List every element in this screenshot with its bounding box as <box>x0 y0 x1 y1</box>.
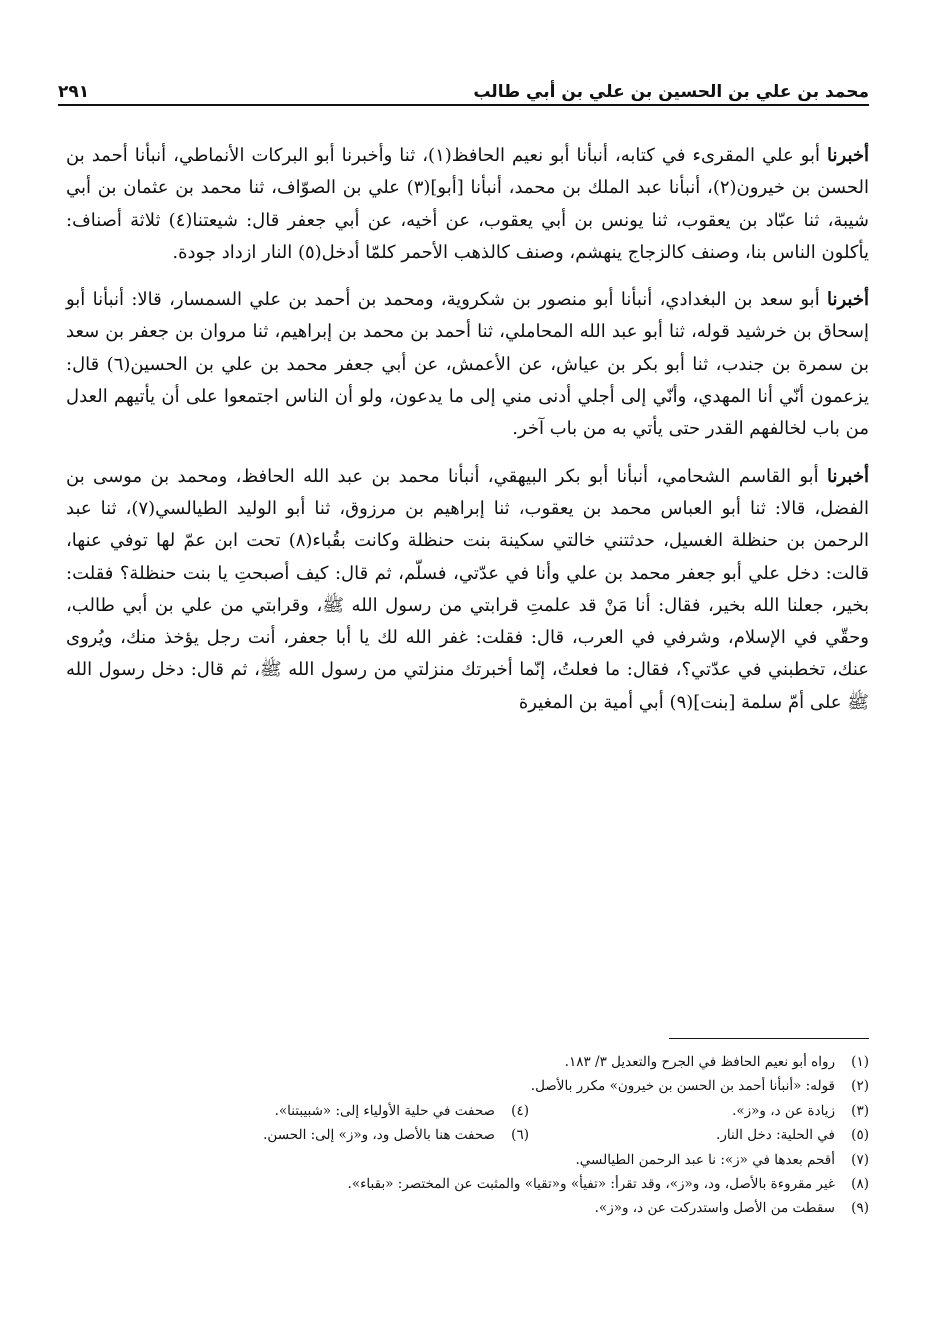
paragraph-3 <box>66 461 869 719</box>
header-title: محمد بن علي بن الحسين بن علي بن أبي طالب <box>473 82 869 102</box>
footnote-9 <box>66 1196 869 1220</box>
paragraph-lead: أخبرنا <box>827 145 870 166</box>
footnote-row <box>66 1123 869 1147</box>
footnote-number: (٧) <box>851 1151 869 1168</box>
footnote-text: في الحلية: دخل النار. <box>716 1127 835 1144</box>
footnote-number: (٨) <box>851 1176 869 1193</box>
paragraph-2 <box>66 284 869 445</box>
footnote-row <box>66 1099 869 1123</box>
footnote-text: صحفت هنا بالأصل ود، و«ز» إلى: الحسن. <box>263 1127 495 1144</box>
paragraph-text: أبو القاسم الشحامي، أنبأنا أبو بكر البيهقي، أنبأنا محمد بن عبد الله الحافظ، ومحمد بن موسى بن الفضل، قالا: ثنا أبو العباس محمد بن يعقوب، ثنا إبراهيم بن مرزوق، ثنا أبو الوليد الطيالسي(٧)، ثنا عبد الرحمن بن حنظلة الغسيل، حدثتني خالتي سكينة بنت حنظلة وكانت بقُباء(٨) تحت ابن عمّ لها توفي عنها، قالت: دخل علي أبو جعفر محمد بن علي وأنا في عدّتي، فسلّم، ثم قال: كيف أصبحتِ يا بنت حنظلة؟ فقلت: بخير، جعلنا الله بخير، فقال: أنا مَنْ قد علمتِ قرابتي من رسول الله ﷺ، وقرابتي من علي بن أبي طالب، وحقّي في الإسلام، وشرفي في العرب، قال: فقلت: غفر الله لك يا أبا جعفر، أنت رجل يؤخذ منك، ويُروى عنك، تخطبني في عدّتي؟، فقال: ما فعلتُ، إنّما أخبرتك منزلتي من رسول الله ﷺ، ثم قال: دخل رسول الله ﷺ على أمّ سلمة [بنت](٩) أبي أمية بن المغيرة <box>66 465 869 713</box>
running-header <box>58 72 869 102</box>
footnote-number: (٢) <box>851 1078 869 1095</box>
paragraph-text: أبو علي المقرىء في كتابه، أنبأنا أبو نعيم الحافظ(١)، ثنا وأخبرنا أبو البركات الأنماطي، أنبأنا أحمد بن الحسن بن خيرون(٢)، أنبأنا عبد الملك بن محمد، أنبأنا [أبو](٣) علي بن الصوّاف، ثنا محمد بن عثمان بن أبي شيبة، ثنا عبّاد بن يعقوب، ثنا يونس بن أبي يعقوب، عن أخيه، عن أبي جعفر قال: شيعتنا(٤) ثلاثة أصناف: يأكلون الناس بنا، وصنف كالزجاج ينهشم، وصنف كالذهب الأحمر كلمّا أدخل(٥) النار ازداد جودة. <box>66 145 869 263</box>
footnote-text: زيادة عن د، و«ز». <box>732 1102 835 1119</box>
footnote-divider <box>669 1038 869 1039</box>
footnote-1 <box>66 1050 869 1074</box>
footnote-5 <box>529 1123 869 1147</box>
footnote-8 <box>66 1172 869 1196</box>
header-divider <box>58 104 869 106</box>
page-number: ٢٩١ <box>58 82 90 102</box>
footnote-number: (٩) <box>851 1200 869 1217</box>
paragraph-1 <box>66 140 869 269</box>
paragraph-text: أبو سعد بن البغدادي، أنبأنا أبو منصور بن شكروية، ومحمد بن أحمد بن علي السمسار، قالا: أنبأنا أبو إسحاق بن خرشيد قوله، ثنا أبو عبد الله المحاملي، ثنا أحمد بن محمد بن إبراهيم، ثنا مروان بن جعفر بن سعد بن سمرة بن جندب، ثنا أبو بكر بن عياش، عن الأعمش، عن أبي جعفر محمد بن علي بن الحسين(٦) قال: يزعمون أنّي أنا المهدي، وأنّي إلى أجلي أدنى مني إلى ما يدعون، ولو أن الناس اجتمعوا على أن يأتيهم العدل من باب لخالفهم القدر حتى يأتي به من باب آخر. <box>66 289 869 440</box>
paragraph-lead: أخبرنا <box>827 465 869 487</box>
footnote-text: أقحم بعدها في «ز»: نا عبد الرحمن الطيالسي. <box>575 1151 835 1168</box>
footnote-number: (١) <box>851 1054 869 1070</box>
footnote-number: (٦) <box>511 1127 529 1144</box>
footnote-number: (٤) <box>511 1102 529 1119</box>
footnote-text: رواه أبو نعيم الحافظ في الجرح والتعديل ٣/ ١٨٣. <box>564 1054 835 1070</box>
footnote-text: صحفت في حلية الأولياء إلى: «شبيبتنا». <box>274 1102 495 1119</box>
footnote-6 <box>189 1123 529 1147</box>
footnote-text: سقطت من الأصل واستدركت عن د، و«ز». <box>594 1200 835 1217</box>
footnote-2 <box>66 1074 869 1098</box>
footnote-number: (٣) <box>851 1102 869 1119</box>
footnotes <box>66 1050 869 1221</box>
footnote-text: غير مقروءة بالأصل، ود، و«ز»، وقد تقرأ: «تفيأ» و«تقيا» والمثبت عن المختصر: «بقباء». <box>347 1176 835 1193</box>
footnote-text: قوله: «أنبأنا أحمد بن الحسن بن خيرون» مكرر بالأصل. <box>530 1078 835 1095</box>
main-text <box>66 140 869 734</box>
paragraph-lead: أخبرنا <box>827 289 869 311</box>
footnote-7 <box>66 1148 869 1172</box>
footnote-3 <box>529 1099 869 1123</box>
footnote-number: (٥) <box>851 1127 869 1144</box>
footnote-4 <box>189 1099 529 1123</box>
